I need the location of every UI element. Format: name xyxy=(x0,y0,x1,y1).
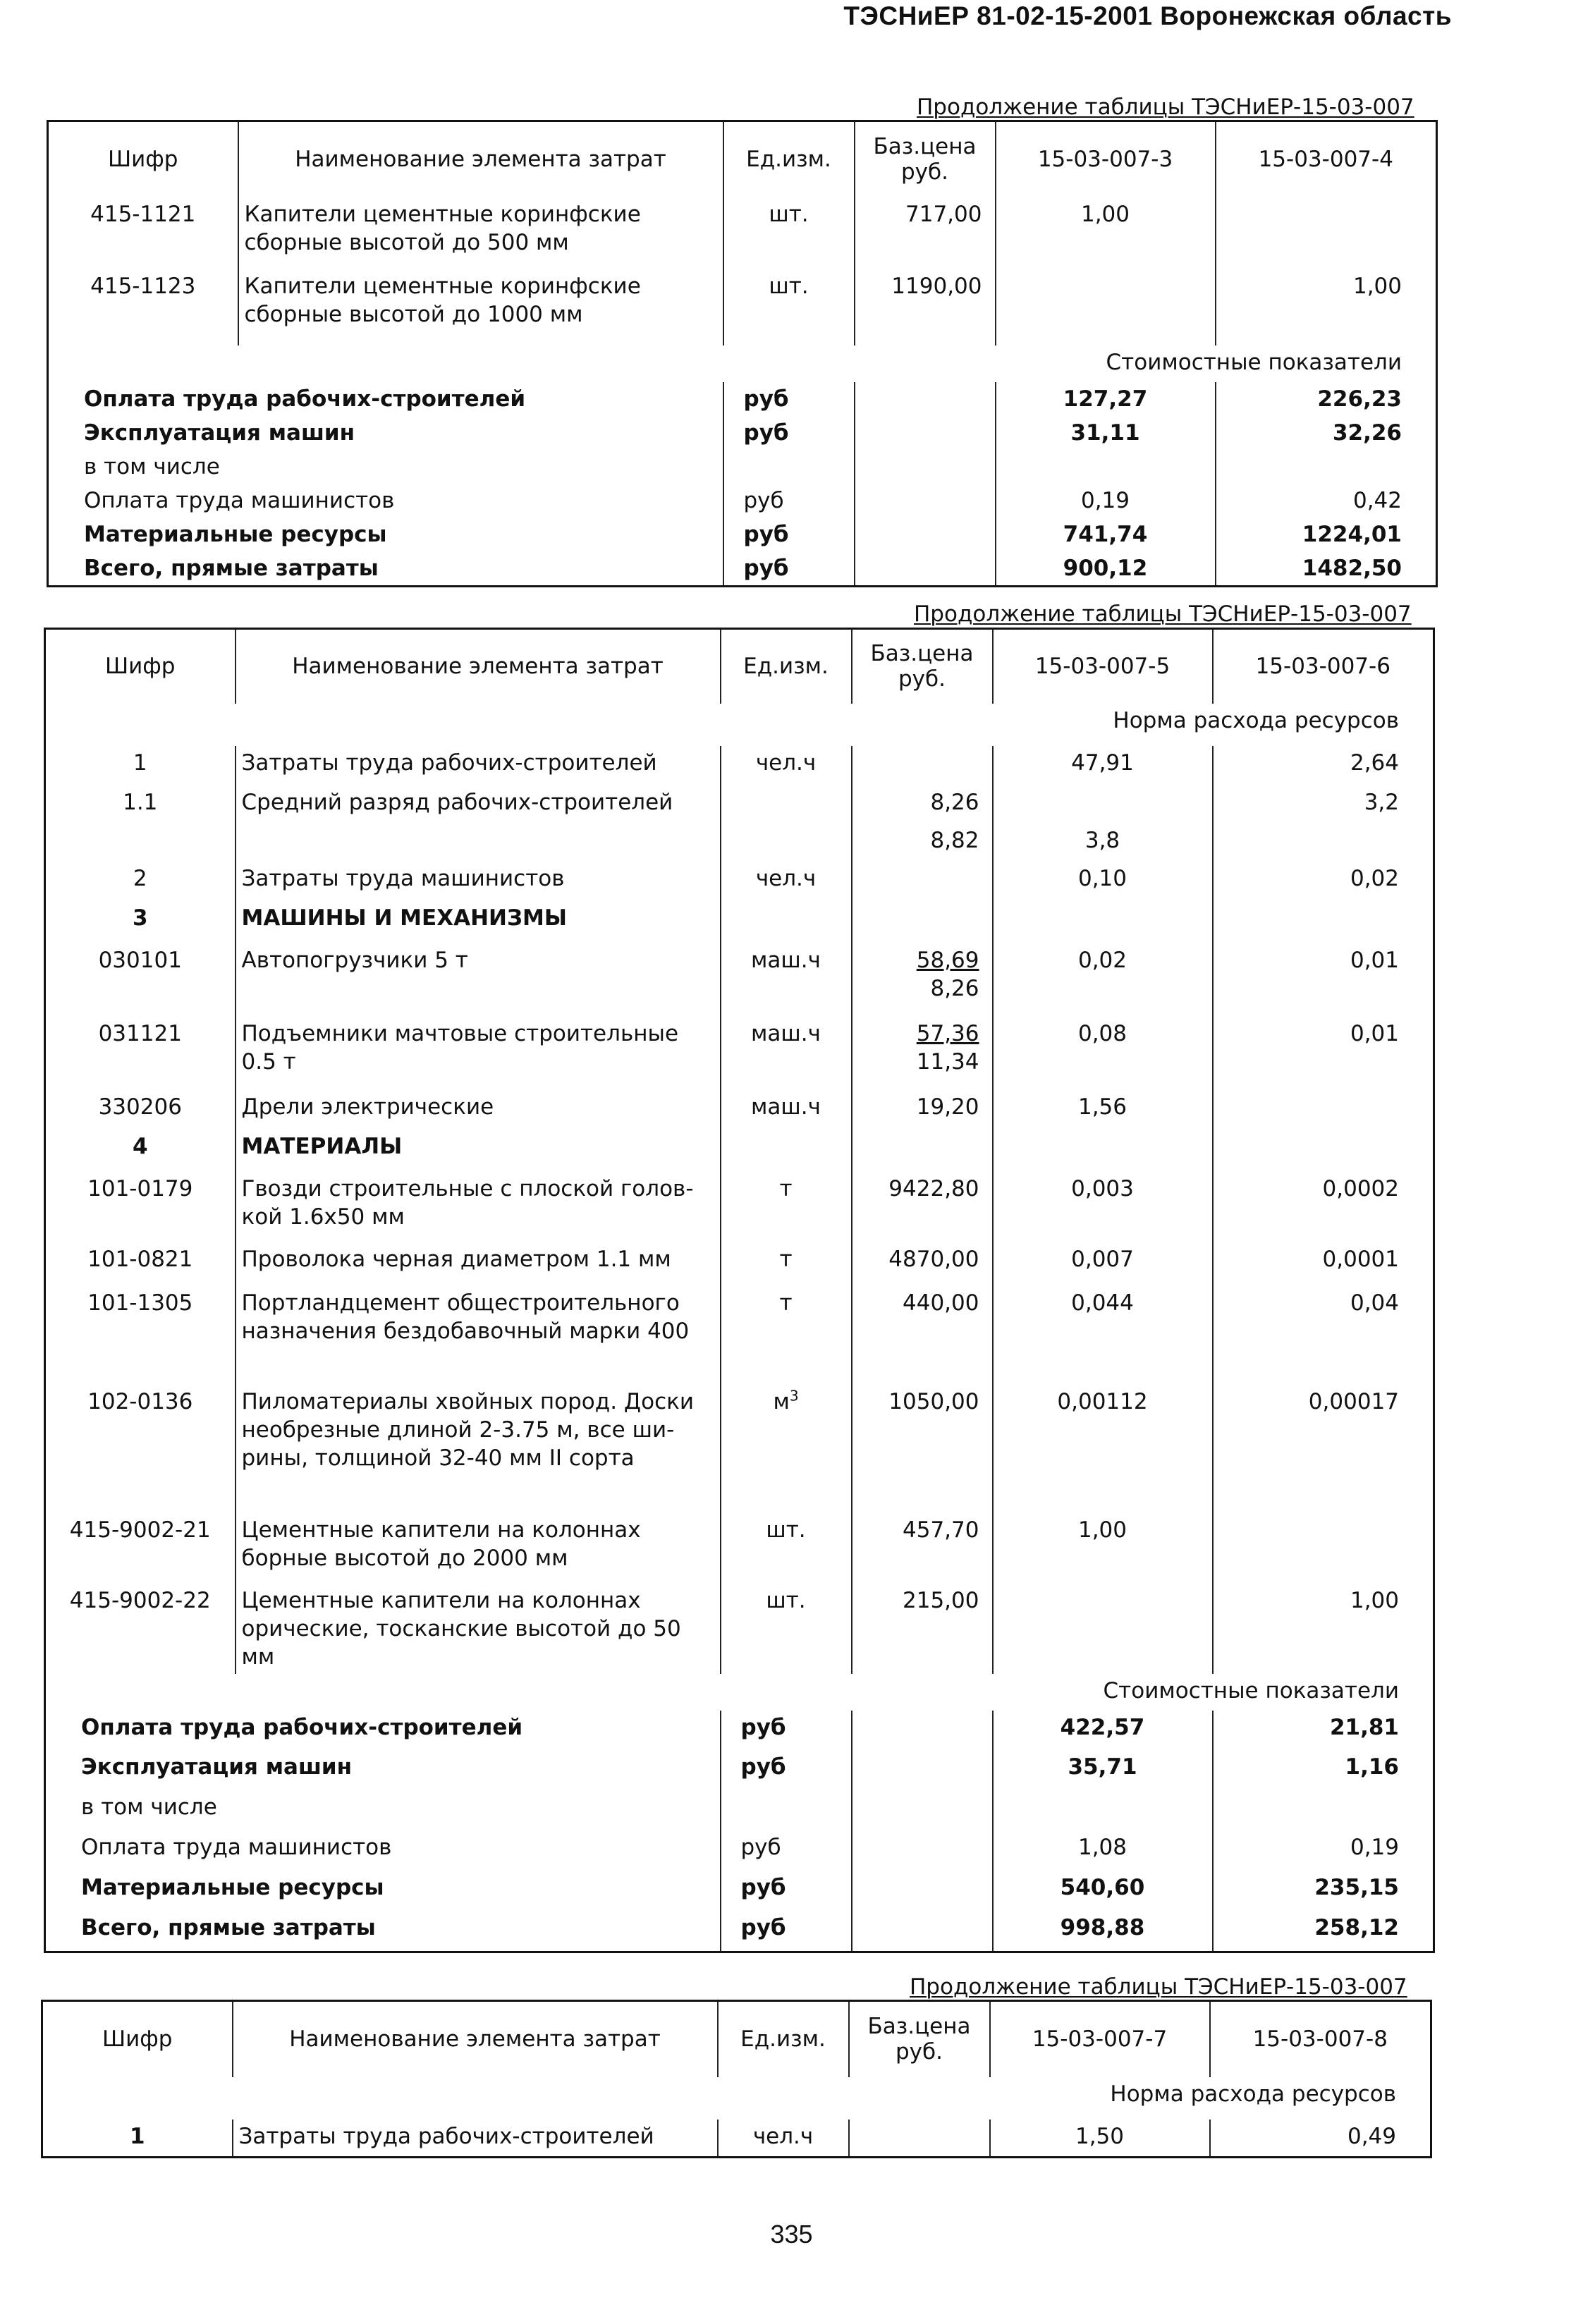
column-header-norm-a: 15-03-007-3 xyxy=(996,121,1216,197)
cost-price xyxy=(855,382,996,416)
norm-table-3 xyxy=(41,2000,1432,2158)
norm-b-cell: 1,00 xyxy=(1216,269,1437,345)
cost-row xyxy=(45,1911,1434,1952)
norm-b-cell: 0,49 xyxy=(1210,2120,1431,2158)
table-row xyxy=(45,1242,1434,1286)
column-header-name: Наименование элемента затрат xyxy=(233,2001,718,2077)
price-subvalue: 8,26 xyxy=(930,975,979,1001)
section-row xyxy=(45,901,1434,943)
unit-cell xyxy=(721,1385,852,1513)
column-header-unit: Ед.изм. xyxy=(723,121,855,197)
column-header-norm-b: 15-03-007-8 xyxy=(1210,2001,1431,2077)
cost-a: 31,11 xyxy=(996,416,1216,450)
document-title: ТЭСНиЕР 81-02-15-2001 Воронежская область xyxy=(843,1,1452,30)
name-cell: Затраты труда машинистов xyxy=(236,862,721,901)
cost-price xyxy=(855,551,996,587)
price-value: 58,69 xyxy=(916,947,979,973)
cost-unit: руб xyxy=(721,1830,852,1871)
cost-price xyxy=(852,1790,993,1830)
cost-a xyxy=(996,450,1216,484)
name-cell: Затраты труда рабочих-строителей xyxy=(236,746,721,785)
norm-b-cell: 0,02 xyxy=(1213,862,1434,901)
cost-a: 540,60 xyxy=(993,1871,1213,1911)
cost-b: 1,16 xyxy=(1213,1750,1434,1790)
name-cell: Портландцемент общестроительного назначения бездобавочный марки 400 xyxy=(236,1286,721,1385)
norm-a-cell xyxy=(996,269,1216,345)
unit-cell: чел.ч xyxy=(721,862,852,901)
cost-b: 21,81 xyxy=(1213,1711,1434,1751)
unit-cell: шт. xyxy=(723,197,855,269)
unit-cell xyxy=(721,1130,852,1172)
norm-b-cell: 0,01 xyxy=(1213,1017,1434,1090)
table-header-row xyxy=(42,2001,1431,2077)
column-header-price: Баз.цена руб. xyxy=(855,121,996,197)
unit-cell: чел.ч xyxy=(718,2120,849,2158)
norm-a-cell: 47,91 xyxy=(993,746,1213,785)
norm-a-cell: 0,10 xyxy=(993,862,1213,901)
code-cell xyxy=(45,824,236,862)
cost-price xyxy=(855,450,996,484)
norm-b-cell: 0,0002 xyxy=(1213,1172,1434,1242)
section-band xyxy=(45,1674,1434,1711)
cost-row xyxy=(48,450,1437,484)
price-cell: 19,20 xyxy=(852,1090,993,1130)
price-cell: 215,00 xyxy=(852,1584,993,1674)
norm-b-cell: 0,01 xyxy=(1213,943,1434,1017)
name-cell: Капители цементные коринфские сборные высотой до 1000 мм xyxy=(238,269,723,345)
code-cell: 1 xyxy=(129,2123,145,2149)
norm-a-cell: 0,02 xyxy=(993,943,1213,1017)
cost-price xyxy=(852,1750,993,1790)
name-cell: Средний разряд рабочих-строителей xyxy=(236,785,721,824)
unit-cell: маш.ч xyxy=(721,1017,852,1090)
name-cell: Пиломатериалы хвойных пород. Доски необрезные длиной 2-3.75 м, все ши-рины, толщиной 32-40 мм II сорта xyxy=(236,1385,721,1513)
norm-a-cell: 1,00 xyxy=(993,1513,1213,1584)
unit-cell xyxy=(721,901,852,943)
section-band xyxy=(42,2077,1431,2120)
cost-price xyxy=(852,1830,993,1871)
code-cell: 031121 xyxy=(98,1020,182,1046)
name-cell: Автопогрузчики 5 т xyxy=(236,943,721,1017)
code-cell: 3 xyxy=(132,905,148,931)
code-cell: 330206 xyxy=(98,1094,182,1120)
column-header-unit: Ед.изм. xyxy=(721,629,852,704)
cost-price xyxy=(855,518,996,551)
table-header-row xyxy=(45,629,1434,704)
unit-cell: маш.ч xyxy=(721,1090,852,1130)
norm-b-cell xyxy=(1213,901,1434,943)
norm-b-cell xyxy=(1213,824,1434,862)
price-cell xyxy=(852,901,993,943)
cost-row xyxy=(48,416,1437,450)
cost-b: 1224,01 xyxy=(1216,518,1437,551)
cost-name: Материальные ресурсы xyxy=(81,1874,384,1900)
table-row xyxy=(45,1584,1434,1674)
name-cell: Цементные капители на колоннах борные высотой до 2000 мм xyxy=(236,1513,721,1584)
code-cell: 101-1305 xyxy=(87,1290,193,1316)
unit-cell xyxy=(721,824,852,862)
unit-cell xyxy=(721,785,852,824)
cost-unit xyxy=(721,1790,852,1830)
norm-b-cell: 2,64 xyxy=(1213,746,1434,785)
norm-b-cell: 0,0001 xyxy=(1213,1242,1434,1286)
cost-name: Оплата труда рабочих-строителей xyxy=(81,1714,523,1740)
norm-a-cell xyxy=(993,785,1213,824)
code-cell: 415-1123 xyxy=(90,273,196,299)
code-cell: 1.1 xyxy=(123,789,158,815)
cost-row xyxy=(45,1871,1434,1911)
cost-name: Оплата труда машинистов xyxy=(84,487,395,513)
cost-row xyxy=(48,551,1437,587)
column-header-price: Баз.цена руб. xyxy=(852,629,993,704)
cost-a: 998,88 xyxy=(993,1911,1213,1952)
cost-unit xyxy=(723,450,855,484)
price-cell: 4870,00 xyxy=(852,1242,993,1286)
norm-table-1 xyxy=(47,120,1438,587)
section-title: МАШИНЫ И МЕХАНИЗМЫ xyxy=(236,901,721,943)
table-row xyxy=(45,746,1434,785)
column-header-code: Шифр xyxy=(102,2026,173,2053)
code-cell: 101-0179 xyxy=(87,1175,193,1201)
norm-a-cell: 1,50 xyxy=(990,2120,1210,2158)
cost-price xyxy=(852,1871,993,1911)
cost-row xyxy=(45,1830,1434,1871)
name-cell xyxy=(236,824,721,862)
price-cell: 8,82 xyxy=(852,824,993,862)
cost-unit: руб xyxy=(723,518,855,551)
cost-a: 127,27 xyxy=(996,382,1216,416)
cost-unit: руб xyxy=(721,1711,852,1751)
code-cell: 1 xyxy=(133,750,147,776)
norm-table-2 xyxy=(44,628,1435,1953)
table-row xyxy=(45,943,1434,1017)
table-row xyxy=(48,197,1437,269)
norm-a-cell: 0,007 xyxy=(993,1242,1213,1286)
unit-cell: шт. xyxy=(721,1584,852,1674)
column-header-norm-a: 15-03-007-7 xyxy=(990,2001,1210,2077)
name-cell: Капители цементные коринфские сборные высотой до 500 мм xyxy=(238,197,723,269)
table-row xyxy=(48,269,1437,345)
name-cell: Дрели электрические xyxy=(236,1090,721,1130)
cost-unit: руб xyxy=(723,484,855,518)
cost-row xyxy=(45,1790,1434,1830)
norm-a-cell: 0,003 xyxy=(993,1172,1213,1242)
price-cell xyxy=(852,1017,993,1090)
code-cell: 101-0821 xyxy=(87,1246,193,1272)
unit-cell: т xyxy=(721,1242,852,1286)
norm-a-cell: 0,00112 xyxy=(993,1385,1213,1513)
cost-b: 32,26 xyxy=(1216,416,1437,450)
price-cell: 1050,00 xyxy=(852,1385,993,1513)
table-row xyxy=(45,1513,1434,1584)
cost-name: Всего, прямые затраты xyxy=(84,555,379,581)
band-label: Норма расхода ресурсов xyxy=(1110,2081,1396,2107)
norm-b-cell xyxy=(1213,1513,1434,1584)
cost-b: 0,42 xyxy=(1216,484,1437,518)
norm-b-cell xyxy=(1213,1090,1434,1130)
code-cell: 102-0136 xyxy=(87,1388,193,1414)
code-cell: 415-9002-22 xyxy=(69,1587,211,1613)
cost-row xyxy=(48,518,1437,551)
cost-b: 235,15 xyxy=(1213,1871,1434,1911)
cost-price xyxy=(852,1911,993,1952)
price-cell: 717,00 xyxy=(855,197,996,269)
price-cell xyxy=(849,2120,990,2158)
column-header-name: Наименование элемента затрат xyxy=(238,121,723,197)
table-continuation-caption: Продолжение таблицы ТЭСНиЕР-15-03-007 xyxy=(910,1974,1407,2000)
cost-b: 226,23 xyxy=(1216,382,1437,416)
cost-name: в том числе xyxy=(81,1794,217,1821)
cost-row xyxy=(45,1750,1434,1790)
price-value: 57,36 xyxy=(916,1020,979,1046)
name-cell: Цементные капители на колоннах орические, тосканские высотой до 50 мм xyxy=(236,1584,721,1674)
price-cell: 440,00 xyxy=(852,1286,993,1385)
table-row xyxy=(45,824,1434,862)
cost-name: Оплата труда машинистов xyxy=(81,1835,392,1861)
unit-text: м xyxy=(773,1388,790,1414)
norm-a-cell xyxy=(993,901,1213,943)
table-row xyxy=(42,2120,1431,2158)
price-cell xyxy=(852,862,993,901)
unit-cell: чел.ч xyxy=(721,746,852,785)
band-label: Стоимостные показатели xyxy=(1103,1677,1399,1704)
column-header-price: Баз.цена руб. xyxy=(849,2001,990,2077)
table-row xyxy=(45,1286,1434,1385)
price-cell xyxy=(852,746,993,785)
price-cell: 8,26 xyxy=(852,785,993,824)
unit-cell: шт. xyxy=(723,269,855,345)
cost-name: Всего, прямые затраты xyxy=(81,1914,376,1940)
unit-cell: т xyxy=(721,1286,852,1385)
norm-b-cell: 0,04 xyxy=(1213,1286,1434,1385)
name-cell: Гвозди строительные с плоской голов-кой 1.6х50 мм xyxy=(236,1172,721,1242)
cost-row xyxy=(45,1711,1434,1751)
code-cell: 4 xyxy=(132,1133,148,1159)
norm-a-cell: 0,08 xyxy=(993,1017,1213,1090)
norm-a-cell: 3,8 xyxy=(993,824,1213,862)
price-subvalue: 11,34 xyxy=(916,1048,979,1075)
cost-unit: руб xyxy=(723,551,855,587)
norm-a-cell: 0,044 xyxy=(993,1286,1213,1385)
norm-a-cell: 1,56 xyxy=(993,1090,1213,1130)
cost-name: Эксплуатация машин xyxy=(84,420,355,446)
table-row xyxy=(45,1017,1434,1090)
price-cell: 457,70 xyxy=(852,1513,993,1584)
price-cell xyxy=(852,1130,993,1172)
page-number: 335 xyxy=(770,2220,813,2249)
price-cell: 1190,00 xyxy=(855,269,996,345)
code-cell: 415-1121 xyxy=(90,201,196,227)
name-cell: Подъемники мачтовые строительные 0.5 т xyxy=(236,1017,721,1090)
table-continuation-caption: Продолжение таблицы ТЭСНиЕР-15-03-007 xyxy=(914,601,1412,627)
cost-a: 422,57 xyxy=(993,1711,1213,1751)
cost-name: Оплата труда рабочих-строителей xyxy=(84,386,526,412)
norm-b-cell: 3,2 xyxy=(1213,785,1434,824)
section-band xyxy=(45,704,1434,746)
cost-a: 1,08 xyxy=(993,1830,1213,1871)
code-cell: 030101 xyxy=(98,947,182,973)
cost-row xyxy=(48,382,1437,416)
unit-cell: маш.ч xyxy=(721,943,852,1017)
cost-unit: руб xyxy=(723,416,855,450)
cost-b xyxy=(1213,1790,1434,1830)
column-header-unit: Ед.изм. xyxy=(718,2001,849,2077)
column-header-norm-a: 15-03-007-5 xyxy=(993,629,1213,704)
name-cell: Проволока черная диаметром 1.1 мм xyxy=(236,1242,721,1286)
column-header-norm-b: 15-03-007-4 xyxy=(1216,121,1437,197)
cost-a xyxy=(993,1790,1213,1830)
table-row xyxy=(45,1385,1434,1513)
unit-cell: шт. xyxy=(721,1513,852,1584)
cost-b xyxy=(1216,450,1437,484)
cost-b: 1482,50 xyxy=(1216,551,1437,587)
table-row xyxy=(45,1172,1434,1242)
section-title: МАТЕРИАЛЫ xyxy=(236,1130,721,1172)
table-row xyxy=(45,862,1434,901)
cost-a: 0,19 xyxy=(996,484,1216,518)
cost-unit: руб xyxy=(721,1750,852,1790)
band-label: Стоимостные показатели xyxy=(1106,349,1402,375)
price-cell xyxy=(852,943,993,1017)
unit-cell: т xyxy=(721,1172,852,1242)
table-row xyxy=(45,1090,1434,1130)
cost-unit: руб xyxy=(721,1911,852,1952)
band-label: Норма расхода ресурсов xyxy=(1113,707,1399,733)
norm-a-cell: 1,00 xyxy=(996,197,1216,269)
price-cell: 9422,80 xyxy=(852,1172,993,1242)
cost-unit: руб xyxy=(721,1871,852,1911)
norm-b-cell xyxy=(1213,1130,1434,1172)
norm-a-cell xyxy=(993,1584,1213,1674)
cost-a: 900,12 xyxy=(996,551,1216,587)
code-cell: 415-9002-21 xyxy=(69,1517,211,1543)
norm-b-cell xyxy=(1216,197,1437,269)
norm-a-cell xyxy=(993,1130,1213,1172)
cost-price xyxy=(855,484,996,518)
cost-b: 0,19 xyxy=(1213,1830,1434,1871)
column-header-code: Шифр xyxy=(105,654,176,680)
cost-a: 741,74 xyxy=(996,518,1216,551)
name-cell: Затраты труда рабочих-строителей xyxy=(233,2120,718,2158)
column-header-norm-b: 15-03-007-6 xyxy=(1213,629,1434,704)
table-header-row xyxy=(48,121,1437,197)
unit-superscript: 3 xyxy=(789,1387,799,1405)
norm-b-cell: 0,00017 xyxy=(1213,1385,1434,1513)
cost-price xyxy=(852,1711,993,1751)
section-row xyxy=(45,1130,1434,1172)
cost-row xyxy=(48,484,1437,518)
cost-name: в том числе xyxy=(84,453,220,479)
cost-name: Материальные ресурсы xyxy=(84,521,387,547)
table-row xyxy=(45,785,1434,824)
code-cell: 2 xyxy=(133,865,147,891)
section-band xyxy=(48,345,1437,382)
column-header-name: Наименование элемента затрат xyxy=(236,629,721,704)
cost-a: 35,71 xyxy=(993,1750,1213,1790)
table-continuation-caption: Продолжение таблицы ТЭСНиЕР-15-03-007 xyxy=(917,94,1414,120)
cost-unit: руб xyxy=(723,382,855,416)
norm-b-cell: 1,00 xyxy=(1213,1584,1434,1674)
cost-price xyxy=(855,416,996,450)
column-header-code: Шифр xyxy=(108,147,178,173)
cost-name: Эксплуатация машин xyxy=(81,1754,353,1780)
cost-b: 258,12 xyxy=(1213,1911,1434,1952)
